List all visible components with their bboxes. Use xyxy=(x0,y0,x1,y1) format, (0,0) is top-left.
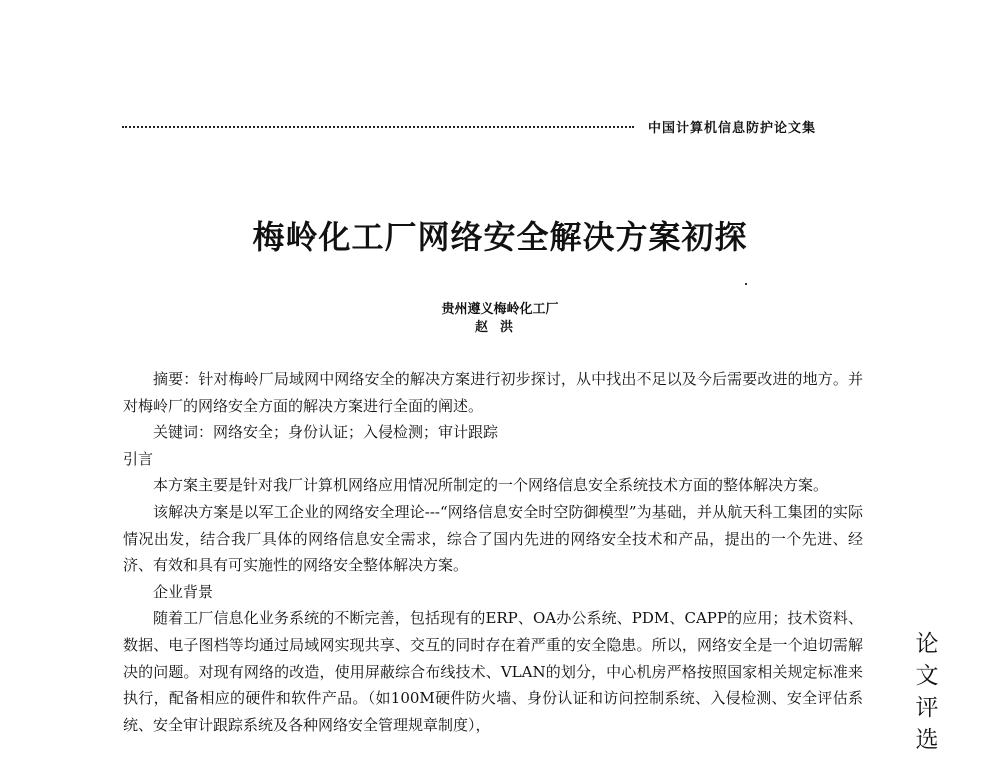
author-affiliation: 贵州遵义梅岭化工厂 xyxy=(441,302,559,317)
sidebar-char: 文 xyxy=(915,663,939,689)
intro-paragraph-1: 本方案主要是针对我厂计算机网络应用情况所制定的一个网络信息安全系统技术方面的整体解决方案。 xyxy=(153,476,829,495)
scan-speck xyxy=(745,283,747,285)
paper-title: 梅岭化工厂网络安全解决方案初探 xyxy=(252,218,748,256)
abstract: 摘要：针对梅岭厂局域网中网络安全的解决方案进行初步探讨，从中找出不足以及今后需要改进的地方。并对梅岭厂的网络安全方面的解决方案进行全面的阐述。 xyxy=(123,370,863,415)
author-name: 赵洪 xyxy=(474,320,525,335)
sidebar-char: 选 xyxy=(915,727,939,753)
sidebar-char: 评 xyxy=(915,695,939,721)
section-heading-background: 企业背景 xyxy=(153,582,214,601)
background-paragraph-1: 随着工厂信息化业务系统的不断完善，包括现有的ERP、OA办公系统、PDM、CAPP的应用；技术资料、数据、电子图档等均通过局域网实现共享、交互的同时存在着严重的安全隐患。所以，网络安全是一个迫切需解决的问题。对现有网络的改造，使用屏蔽综合布线技术、VLAN的划分，中心机房严格按照国家相关规定标准来执行，配备相应的硬件和软件产品。（如100M硬件防火墙、身份认证和访问控制系统、入侵检测、安全评估系统、安全审计跟踪系统及各种网络安全管理规章制度）， xyxy=(123,609,863,734)
sidebar-vertical-label xyxy=(912,628,942,756)
sidebar-char: 论 xyxy=(915,631,939,657)
intro-paragraph-2: 该解决方案是以军工企业的网络安全理论---“网络信息安全时空防御模型”为基础，并从航天科工集团的实际情况出发，结合我厂具体的网络信息安全需求，综合了国内先进的网络安全技术和产品，提出的一个先进、经济、有效和具有可实施性的网络安全整体解决方案。 xyxy=(123,502,863,575)
header-dotted-rule xyxy=(122,126,634,128)
section-heading-intro: 引言 xyxy=(123,449,154,468)
running-header xyxy=(122,116,850,136)
journal-title: 中国计算机信息防护论文集 xyxy=(648,121,817,136)
body-text xyxy=(123,366,863,738)
keywords: 关键词：网络安全；身份认证；入侵检测；审计跟踪 xyxy=(153,423,499,442)
